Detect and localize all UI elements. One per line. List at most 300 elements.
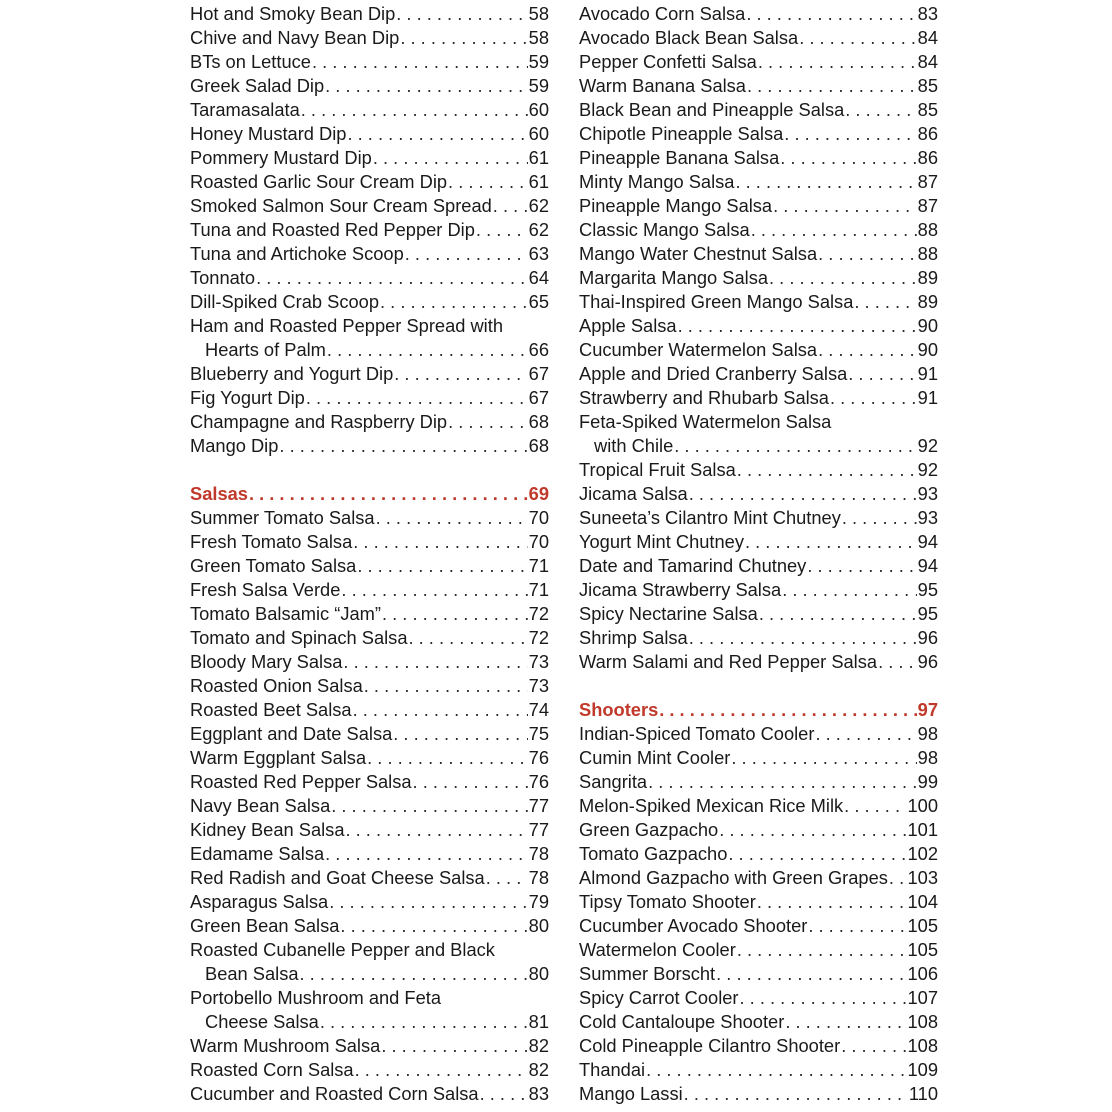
- toc-entry[interactable]: [579, 986, 938, 1010]
- toc-entry-title-line: Portobello Mushroom and Feta: [190, 987, 441, 1008]
- toc-entry[interactable]: [579, 1058, 938, 1082]
- toc-entry[interactable]: [579, 146, 938, 170]
- toc-page-number: 99: [917, 771, 938, 792]
- toc-entry-title: Strawberry and Rhubarb Salsa: [579, 387, 829, 408]
- toc-page-number: 109: [907, 1059, 938, 1080]
- dot-leader: [889, 866, 907, 890]
- toc-entry[interactable]: [579, 506, 938, 530]
- toc-entry-title: Smoked Salmon Sour Cream Spread: [190, 195, 492, 216]
- dot-leader: [341, 578, 527, 602]
- toc-entry-title-line: Ham and Roasted Pepper Spread with: [190, 315, 503, 336]
- dot-leader: [841, 1034, 906, 1058]
- toc-page-number: 58: [528, 3, 549, 24]
- dot-leader: [751, 218, 917, 242]
- toc-entry-title: Roasted Garlic Sour Cream Dip: [190, 171, 448, 192]
- toc-page-number: 97: [917, 699, 938, 720]
- dot-leader: [347, 122, 527, 146]
- toc-entry-title: Kidney Bean Salsa: [190, 819, 345, 840]
- dot-leader: [716, 962, 906, 986]
- dot-leader: [355, 1058, 528, 1082]
- toc-entry[interactable]: [579, 626, 938, 650]
- toc-entry[interactable]: [190, 674, 549, 698]
- toc-page-number: 68: [528, 411, 549, 432]
- toc-entry-title: Shooters: [579, 699, 659, 720]
- toc-entry-title: Red Radish and Goat Cheese Salsa: [190, 867, 485, 888]
- toc-entry[interactable]: [579, 842, 938, 866]
- toc-entry-title: Taramasalata: [190, 99, 300, 120]
- toc-page-number: 68: [528, 435, 549, 456]
- toc-page-number: 90: [917, 315, 938, 336]
- toc-page-number: 66: [528, 339, 549, 360]
- toc-entry-title: Pineapple Mango Salsa: [579, 195, 773, 216]
- toc-entry-title: Honey Mustard Dip: [190, 123, 347, 144]
- toc-entry[interactable]: [190, 290, 549, 314]
- toc-entry[interactable]: [190, 122, 549, 146]
- toc-page-number: 76: [528, 747, 549, 768]
- toc-entry[interactable]: [579, 650, 938, 674]
- dot-leader: [854, 290, 916, 314]
- toc-entry-title: Watermelon Cooler: [579, 939, 736, 960]
- toc-entry-title: Spicy Carrot Cooler: [579, 987, 739, 1008]
- toc-entry[interactable]: [190, 338, 549, 362]
- dot-leader: [325, 74, 528, 98]
- dot-leader: [746, 2, 916, 26]
- toc-entry[interactable]: [579, 914, 938, 938]
- toc-column-left: [190, 2, 549, 1106]
- dot-leader: [842, 506, 917, 530]
- toc-entry[interactable]: [190, 1058, 549, 1082]
- toc-entry[interactable]: [579, 938, 938, 962]
- toc-entry-title: Fig Yogurt Dip: [190, 387, 305, 408]
- toc-entry[interactable]: [190, 602, 549, 626]
- dot-leader: [312, 50, 528, 74]
- toc-entry[interactable]: [579, 722, 938, 746]
- toc-entry[interactable]: [579, 98, 938, 122]
- toc-page-number: 71: [528, 555, 549, 576]
- toc-entry[interactable]: [190, 266, 549, 290]
- toc-entry[interactable]: [579, 770, 938, 794]
- toc-entry[interactable]: [579, 1034, 938, 1058]
- toc-entry[interactable]: [190, 818, 549, 842]
- toc-entry[interactable]: [579, 2, 938, 26]
- toc-entry[interactable]: [190, 530, 549, 554]
- dot-leader: [807, 554, 916, 578]
- toc-page-number: 92: [917, 459, 938, 480]
- toc-entry[interactable]: [190, 578, 549, 602]
- toc-entry-title: Navy Bean Salsa: [190, 795, 331, 816]
- dot-leader: [845, 98, 916, 122]
- dot-leader: [353, 698, 528, 722]
- dot-leader: [393, 722, 527, 746]
- toc-entry[interactable]: [190, 218, 549, 242]
- toc-entry-title: Green Bean Salsa: [190, 915, 340, 936]
- toc-entry-title: Spicy Nectarine Salsa: [579, 603, 758, 624]
- toc-entry-title: Warm Mushroom Salsa: [190, 1035, 381, 1056]
- toc-entry-title: Tomato Gazpacho: [579, 843, 728, 864]
- toc-entry-title: Indian-Spiced Tomato Cooler: [579, 723, 815, 744]
- toc-entry-title: Fresh Salsa Verde: [190, 579, 341, 600]
- toc-entry[interactable]: [190, 890, 549, 914]
- dot-leader: [784, 122, 916, 146]
- toc-entry-title: Pepper Confetti Salsa: [579, 51, 757, 72]
- toc-entry[interactable]: [190, 362, 549, 386]
- dot-leader: [345, 818, 527, 842]
- toc-entry-title: Mango Water Chestnut Salsa: [579, 243, 818, 264]
- toc-page-number: 82: [528, 1059, 549, 1080]
- toc-entry[interactable]: [579, 1082, 938, 1106]
- dot-leader: [684, 1082, 908, 1106]
- toc-entry[interactable]: [190, 1034, 549, 1058]
- toc-entry-title: Classic Mango Salsa: [579, 219, 750, 240]
- dot-leader: [382, 602, 528, 626]
- toc-entry[interactable]: [190, 626, 549, 650]
- toc-entry[interactable]: [579, 962, 938, 986]
- toc-entry-title: Roasted Red Pepper Salsa: [190, 771, 412, 792]
- toc-page-number: 108: [907, 1035, 938, 1056]
- toc-page-number: 62: [528, 219, 549, 240]
- toc-entry[interactable]: [190, 242, 549, 266]
- toc-entry-title: Jicama Strawberry Salsa: [579, 579, 782, 600]
- dot-leader: [306, 386, 528, 410]
- dot-leader: [674, 434, 916, 458]
- toc-page-number: 110: [908, 1083, 938, 1104]
- toc-page-number: 92: [917, 435, 938, 456]
- toc-entry-title: Bloody Mary Salsa: [190, 651, 343, 672]
- toc-entry-title: Apple and Dried Cranberry Salsa: [579, 363, 848, 384]
- toc-entry[interactable]: [579, 74, 938, 98]
- toc-page-number: 73: [528, 675, 549, 696]
- dot-leader: [364, 674, 528, 698]
- toc-entry-title: Green Tomato Salsa: [190, 555, 357, 576]
- toc-entry-title: Shrimp Salsa: [579, 627, 688, 648]
- toc-entry[interactable]: [190, 410, 549, 434]
- dot-leader: [329, 890, 527, 914]
- toc-section-heading[interactable]: [579, 698, 938, 722]
- toc-entry-title: Avocado Black Bean Salsa: [579, 27, 799, 48]
- toc-page-number: 108: [907, 1011, 938, 1032]
- toc-entry[interactable]: [190, 842, 549, 866]
- toc-page-number: 101: [907, 819, 938, 840]
- toc-entry-title: Eggplant and Date Salsa: [190, 723, 393, 744]
- dot-leader: [773, 194, 917, 218]
- toc-page-number: 62: [528, 195, 549, 216]
- toc-entry-title: Hot and Smoky Bean Dip: [190, 3, 396, 24]
- toc-entry[interactable]: [579, 578, 938, 602]
- dot-leader: [327, 338, 528, 362]
- toc-entry[interactable]: [190, 434, 549, 458]
- toc-entry[interactable]: [190, 770, 549, 794]
- toc-entry-title: Tipsy Tomato Shooter: [579, 891, 756, 912]
- toc-entry-title: Mango Lassi: [579, 1083, 683, 1104]
- toc-entry[interactable]: [190, 194, 549, 218]
- dot-leader: [737, 458, 917, 482]
- toc-column-right: [579, 2, 938, 1106]
- toc-entry-title: Chipotle Pineapple Salsa: [579, 123, 784, 144]
- toc-page-number: 64: [528, 267, 549, 288]
- toc-entry-title: Edamame Salsa: [190, 843, 325, 864]
- toc-page-number: 69: [528, 483, 549, 504]
- toc-entry-title: Asparagus Salsa: [190, 891, 329, 912]
- dot-leader: [400, 26, 527, 50]
- toc-page-number: 87: [917, 171, 938, 192]
- dot-leader: [380, 290, 528, 314]
- dot-leader: [646, 1058, 906, 1082]
- toc-entry[interactable]: [190, 98, 549, 122]
- toc-entry-title: Margarita Mango Salsa: [579, 267, 768, 288]
- dot-leader: [782, 578, 916, 602]
- toc-entry[interactable]: [579, 266, 938, 290]
- dot-leader: [381, 1034, 527, 1058]
- toc-entry[interactable]: [190, 50, 549, 74]
- dot-leader: [737, 938, 907, 962]
- toc-entry-title: Roasted Beet Salsa: [190, 699, 352, 720]
- dot-leader: [844, 794, 906, 818]
- toc-entry[interactable]: [579, 314, 938, 338]
- toc-entry[interactable]: [579, 362, 938, 386]
- toc-entry[interactable]: [579, 458, 938, 482]
- toc-page-number: 70: [528, 507, 549, 528]
- dot-leader: [689, 626, 917, 650]
- dot-leader: [689, 482, 917, 506]
- toc-entry-title: Thandai: [579, 1059, 646, 1080]
- toc-entry[interactable]: [579, 386, 938, 410]
- toc-entry[interactable]: [190, 866, 549, 890]
- toc-page-number: 91: [917, 387, 938, 408]
- toc-entry-title: Green Gazpacho: [579, 819, 719, 840]
- toc-page-number: 72: [528, 603, 549, 624]
- dot-leader: [301, 98, 528, 122]
- toc-entry-title: Cheese Salsa: [205, 1011, 319, 1032]
- toc-entry[interactable]: [579, 890, 938, 914]
- toc-entry[interactable]: [190, 1082, 549, 1106]
- dot-leader: [728, 842, 906, 866]
- dot-leader: [396, 2, 527, 26]
- toc-entry[interactable]: [579, 170, 938, 194]
- dot-leader: [735, 170, 916, 194]
- toc-entry-title: Tropical Fruit Salsa: [579, 459, 736, 480]
- section-spacer: [190, 458, 549, 482]
- toc-entry-title: Tomato and Spinach Salsa: [190, 627, 408, 648]
- toc-entry[interactable]: [579, 290, 938, 314]
- toc-entry-title: Salsas: [190, 483, 248, 504]
- toc-page-number: 87: [917, 195, 938, 216]
- toc-page-number: 105: [907, 939, 938, 960]
- dot-leader: [848, 362, 916, 386]
- toc-entry[interactable]: [190, 26, 549, 50]
- toc-entry-title: Apple Salsa: [579, 315, 677, 336]
- dot-leader: [408, 626, 527, 650]
- toc-entry[interactable]: [579, 482, 938, 506]
- toc-page-number: 98: [917, 723, 938, 744]
- dot-leader: [476, 218, 528, 242]
- toc-entry-title: with Chile: [594, 435, 674, 456]
- dot-leader: [808, 914, 906, 938]
- toc-page-number: 105: [907, 915, 938, 936]
- dot-leader: [480, 1082, 528, 1106]
- toc-page-number: 75: [528, 723, 549, 744]
- toc-page-number: 61: [528, 147, 549, 168]
- toc-page-number: 83: [528, 1083, 549, 1104]
- toc-entry[interactable]: [579, 218, 938, 242]
- toc-entry[interactable]: [190, 1010, 549, 1034]
- toc-entry-title: Warm Eggplant Salsa: [190, 747, 367, 768]
- toc-page-number: 80: [528, 963, 549, 984]
- dot-leader: [878, 650, 917, 674]
- toc-entry-title: Pineapple Banana Salsa: [579, 147, 780, 168]
- toc-page-number: 79: [528, 891, 549, 912]
- toc-entry-title: Roasted Onion Salsa: [190, 675, 363, 696]
- toc-entry[interactable]: [190, 962, 549, 986]
- toc-entry[interactable]: [190, 2, 549, 26]
- dot-leader: [340, 914, 527, 938]
- toc-page-number: 61: [528, 171, 549, 192]
- dot-leader: [758, 50, 917, 74]
- dot-leader: [780, 146, 916, 170]
- dot-leader: [486, 866, 528, 890]
- toc-entry-title: Jicama Salsa: [579, 483, 688, 504]
- toc-page-number: 77: [528, 795, 549, 816]
- toc-entry-title-line: Feta-Spiked Watermelon Salsa: [579, 411, 832, 432]
- toc-entry[interactable]: [190, 386, 549, 410]
- toc-entry[interactable]: [190, 698, 549, 722]
- toc-page-number: 74: [528, 699, 549, 720]
- dot-leader: [830, 386, 917, 410]
- toc-entry-title: Cucumber and Roasted Corn Salsa: [190, 1083, 479, 1104]
- dot-leader: [799, 26, 916, 50]
- toc-entry-title: Suneeta’s Cilantro Mint Chutney: [579, 507, 841, 528]
- toc-page-number: 85: [917, 99, 938, 120]
- toc-entry-title: Blueberry and Yogurt Dip: [190, 363, 394, 384]
- dot-leader: [331, 794, 527, 818]
- toc-entry[interactable]: [190, 506, 549, 530]
- toc-entry[interactable]: [579, 122, 938, 146]
- toc-entry-title: Mango Dip: [190, 435, 279, 456]
- toc-entry-title: Roasted Corn Salsa: [190, 1059, 354, 1080]
- toc-entry-title: Warm Banana Salsa: [579, 75, 746, 96]
- dot-leader: [815, 722, 916, 746]
- toc-entry[interactable]: [190, 650, 549, 674]
- toc-page-number: 106: [907, 963, 938, 984]
- toc-entry[interactable]: [579, 242, 938, 266]
- toc-page-number: 80: [528, 915, 549, 936]
- toc-entry[interactable]: [579, 50, 938, 74]
- toc-entry[interactable]: [579, 26, 938, 50]
- toc-entry-title: Avocado Corn Salsa: [579, 3, 746, 24]
- toc-page-number: 65: [528, 291, 549, 312]
- dot-leader: [448, 410, 528, 434]
- toc-entry[interactable]: [190, 746, 549, 770]
- toc-page-number: 102: [907, 843, 938, 864]
- toc-entry[interactable]: [190, 722, 549, 746]
- toc-entry-title-line: Roasted Cubanelle Pepper and Black: [190, 939, 495, 960]
- dot-leader: [769, 266, 917, 290]
- toc-entry[interactable]: [579, 1010, 938, 1034]
- toc-entry[interactable]: [579, 602, 938, 626]
- dot-leader: [320, 1010, 528, 1034]
- toc-page-number: 63: [528, 243, 549, 264]
- toc-page-number: 95: [917, 579, 938, 600]
- toc-entry-title: Sangrita: [579, 771, 648, 792]
- section-spacer: [579, 674, 938, 698]
- toc-page-number: 88: [917, 243, 938, 264]
- toc-page-number: 58: [528, 27, 549, 48]
- toc-page-number: 94: [917, 555, 938, 576]
- toc-page-number: 89: [917, 291, 938, 312]
- toc-page-number: 83: [917, 3, 938, 24]
- toc-page-number: 93: [917, 507, 938, 528]
- toc-page-number: 94: [917, 531, 938, 552]
- toc-page-number: 67: [528, 363, 549, 384]
- toc-entry[interactable]: [579, 794, 938, 818]
- dot-leader: [719, 818, 906, 842]
- toc-entry-title: BTs on Lettuce: [190, 51, 311, 72]
- toc-entry[interactable]: [190, 554, 549, 578]
- toc-entry-title: Black Bean and Pineapple Salsa: [579, 99, 845, 120]
- toc-entry-title: Almond Gazpacho with Green Grapes: [579, 867, 888, 888]
- toc-page-number: 70: [528, 531, 549, 552]
- toc-entry[interactable]: [579, 746, 938, 770]
- toc-section-heading[interactable]: [190, 482, 549, 506]
- toc-page-number: 84: [917, 51, 938, 72]
- toc-entry-title: Summer Tomato Salsa: [190, 507, 375, 528]
- dot-leader: [759, 602, 917, 626]
- toc-entry[interactable]: [579, 866, 938, 890]
- toc-page-number: 86: [917, 147, 938, 168]
- toc-entry[interactable]: [579, 530, 938, 554]
- toc-entry-title: Dill-Spiked Crab Scoop: [190, 291, 379, 312]
- dot-leader: [256, 266, 528, 290]
- dot-leader: [659, 698, 916, 722]
- toc-page-number: 78: [528, 843, 549, 864]
- toc-page-number: 95: [917, 603, 938, 624]
- toc-entry-title: Chive and Navy Bean Dip: [190, 27, 400, 48]
- toc-entry[interactable]: [190, 74, 549, 98]
- toc-page-number: 100: [907, 795, 938, 816]
- toc-entry[interactable]: [190, 170, 549, 194]
- toc-page-number: 96: [917, 651, 938, 672]
- toc-page-number: 71: [528, 579, 549, 600]
- toc-page-number: 93: [917, 483, 938, 504]
- toc-page-number: 103: [907, 867, 938, 888]
- toc-page-number: 88: [917, 219, 938, 240]
- toc-entry[interactable]: [579, 434, 938, 458]
- toc-page-number: 107: [907, 987, 938, 1008]
- toc-entry[interactable]: [579, 554, 938, 578]
- dot-leader: [818, 338, 917, 362]
- dot-leader: [376, 506, 528, 530]
- toc-entry[interactable]: [190, 146, 549, 170]
- toc-page-number: 98: [917, 747, 938, 768]
- toc-entry[interactable]: [190, 914, 549, 938]
- toc-page-number: 78: [528, 867, 549, 888]
- toc-page-number: 76: [528, 771, 549, 792]
- toc-entry[interactable]: [190, 794, 549, 818]
- toc-page-number: 91: [917, 363, 938, 384]
- toc-page-number: 90: [917, 339, 938, 360]
- toc-entry-title: Thai-Inspired Green Mango Salsa: [579, 291, 854, 312]
- toc-page-number: 96: [917, 627, 938, 648]
- toc-page-number: 67: [528, 387, 549, 408]
- toc-entry[interactable]: [579, 194, 938, 218]
- toc-entry-title: Date and Tamarind Chutney: [579, 555, 807, 576]
- dot-leader: [405, 242, 528, 266]
- toc-entry-title: Tuna and Artichoke Scoop: [190, 243, 404, 264]
- toc-page-number: 86: [917, 123, 938, 144]
- toc-entry[interactable]: [579, 818, 938, 842]
- toc-entry[interactable]: [579, 338, 938, 362]
- toc-page-number: 104: [907, 891, 938, 912]
- toc-entry-title: Tuna and Roasted Red Pepper Dip: [190, 219, 475, 240]
